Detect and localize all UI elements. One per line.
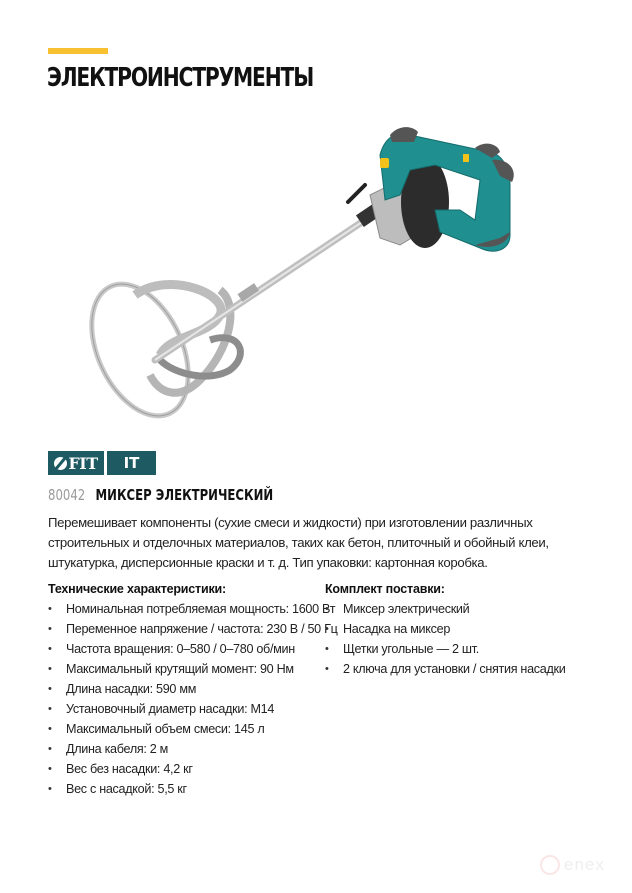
- mixer-illustration: [80, 120, 530, 430]
- spec-item: • Вес с насадкой: 5,5 кг: [48, 779, 318, 799]
- kit-section: [325, 582, 615, 679]
- accent-bar: [48, 48, 108, 54]
- spec-item: • Длина насадки: 590 мм: [48, 679, 318, 699]
- kit-item: • 2 ключа для установки / снятия насадки: [325, 659, 615, 679]
- product-description: Перемешивает компоненты (сухие смеси и жидкости) при изготовлении различных строительных и отделочных материалов, таких как бетон, плиточный и обойный клеи, штукатурка, дисперсионные краски и т. д. Тип упаковки: картонная коробка.: [48, 515, 549, 570]
- page-title: ЭЛЕКТРОИНСТРУМЕНТЫ: [47, 63, 314, 93]
- spec-item: • Максимальный объем смеси: 145 л: [48, 719, 318, 739]
- spec-item: • Переменное напряжение / частота: 230 В / 50 Гц: [48, 619, 318, 639]
- fit-logo-text: FIT: [68, 453, 98, 473]
- kit-item: • Насадка на миксер: [325, 619, 615, 639]
- enex-logo-icon: [540, 855, 560, 875]
- brand-logos: [48, 451, 156, 475]
- spec-item: • Частота вращения: 0–580 / 0–780 об/мин: [48, 639, 318, 659]
- it-logo-text: IT: [123, 454, 140, 472]
- specs-section: [48, 582, 338, 799]
- fit-logo-mark-icon: [54, 457, 67, 470]
- spec-item: • Максимальный крутящий момент: 90 Нм: [48, 659, 318, 679]
- product-name: МИКСЕР ЭЛЕКТРИЧЕСКИЙ: [95, 486, 274, 504]
- watermark-text: enex: [564, 855, 605, 874]
- kit-item: • Щетки угольные — 2 шт.: [325, 639, 615, 659]
- kit-item: • Миксер электрический: [325, 599, 615, 619]
- watermark: [540, 855, 605, 875]
- kit-heading: Комплект поставки:: [325, 582, 445, 596]
- it-logo: [107, 451, 156, 475]
- fit-logo: [48, 451, 104, 475]
- spec-item: • Номинальная потребляемая мощность: 1600 Вт: [48, 599, 318, 619]
- kit-list: [325, 599, 615, 679]
- spec-item: • Длина кабеля: 2 м: [48, 739, 318, 759]
- spec-item: • Установочный диаметр насадки: М14: [48, 699, 318, 719]
- product-image: [80, 120, 530, 430]
- specs-list: [48, 599, 338, 799]
- spec-item: • Вес без насадки: 4,2 кг: [48, 759, 318, 779]
- product-heading: [48, 486, 273, 504]
- specs-heading: Технические характеристики:: [48, 582, 226, 596]
- product-sku: 80042: [48, 486, 86, 504]
